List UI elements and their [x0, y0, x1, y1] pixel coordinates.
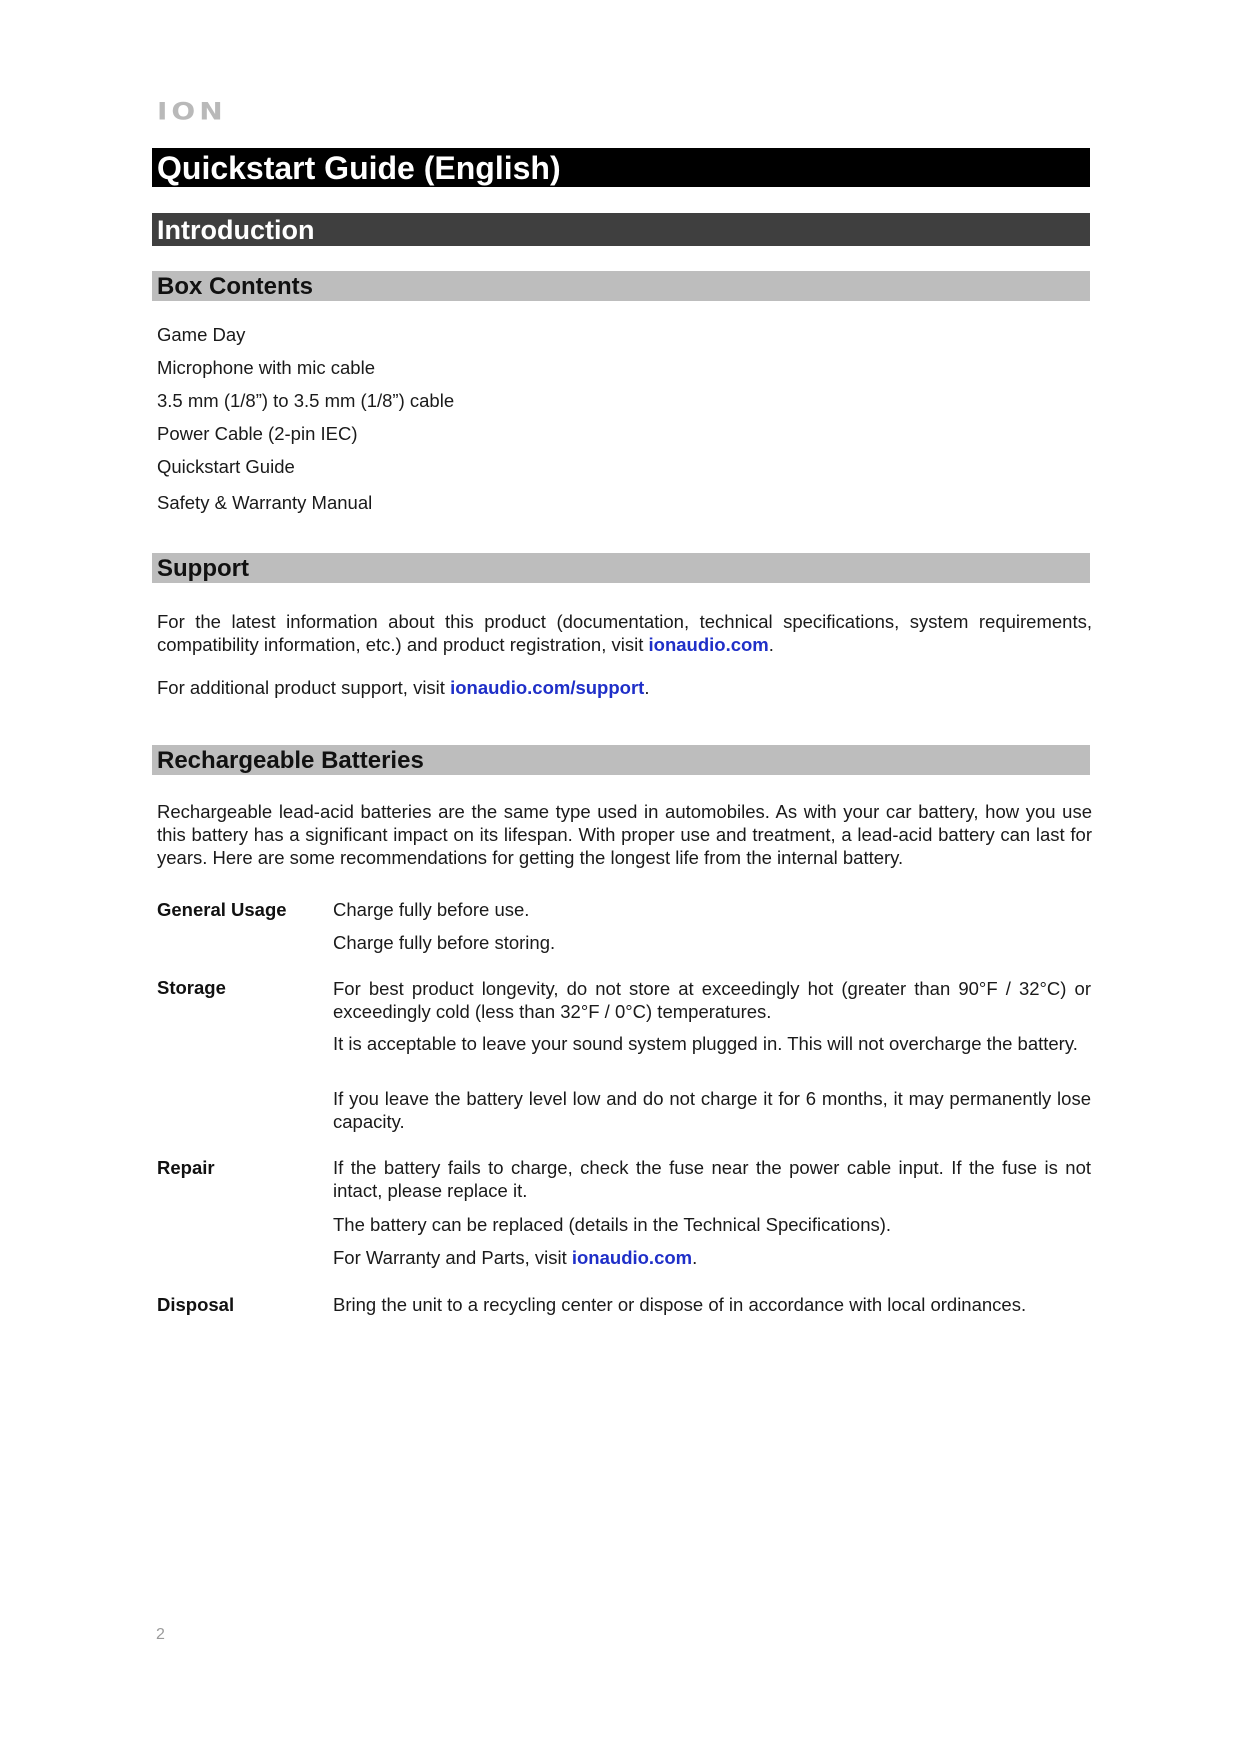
- ion-logo-text: ION: [157, 97, 227, 126]
- subheading-box-contents: Box Contents: [152, 271, 1090, 301]
- support-text-2: For additional product support, visit: [157, 677, 451, 698]
- list-item: Microphone with mic cable: [157, 357, 375, 378]
- section-heading-introduction: Introduction: [152, 213, 1090, 246]
- batteries-intro-paragraph: Rechargeable lead-acid batteries are the same type used in automobiles. As with your car battery, how you use this battery has a significant impact on its lifespan. With proper use and treatment, a lead-acid battery can last for years. Here are some recommendations for getting the longest life from the internal battery.: [157, 801, 1092, 868]
- storage-line-1: For best product longevity, do not store at exceedingly hot (greater than 90°F / 32°C) or exceedingly cold (less than 32°F / 0°C) temperatures.: [333, 978, 1091, 1022]
- list-item: 3.5 mm (1/8”) to 3.5 mm (1/8”) cable: [157, 390, 455, 411]
- general-usage-line-1: Charge fully before use.: [333, 899, 530, 920]
- label-disposal: Disposal: [157, 1294, 235, 1315]
- label-general-usage: General Usage: [157, 899, 287, 920]
- support-paragraph-2: [157, 676, 1092, 699]
- subheading-rechargeable-batteries: Rechargeable Batteries: [152, 745, 1090, 775]
- list-item: Quickstart Guide: [157, 456, 295, 477]
- period: .: [692, 1247, 698, 1268]
- page-number: 2: [156, 1626, 165, 1643]
- repair-line-3: [333, 1246, 1091, 1269]
- list-item: Game Day: [157, 324, 246, 345]
- storage-line-2: It is acceptable to leave your sound system plugged in. This will not overcharge the battery.: [333, 1033, 1078, 1054]
- repair-text-3: For Warranty and Parts, visit: [333, 1247, 572, 1268]
- label-storage: Storage: [157, 977, 226, 998]
- list-item: Power Cable (2-pin IEC): [157, 423, 358, 444]
- page-title: Quickstart Guide (English): [152, 148, 1090, 187]
- period: .: [768, 634, 774, 655]
- repair-line-2: The battery can be replaced (details in the Technical Specifications).: [333, 1214, 892, 1235]
- repair-line-1: If the battery fails to charge, check the fuse near the power cable input. If the fuse is not intact, please replace it.: [333, 1157, 1091, 1201]
- label-repair: Repair: [157, 1157, 215, 1178]
- period: .: [644, 677, 650, 698]
- support-paragraph-1: [157, 610, 1092, 656]
- subheading-support: Support: [152, 553, 1090, 583]
- list-item: Safety & Warranty Manual: [157, 492, 373, 513]
- storage-line-3: If you leave the battery level low and do not charge it for 6 months, it may permanently lose capacity.: [333, 1088, 1091, 1132]
- ionaudio-link[interactable]: ionaudio.com: [648, 634, 769, 655]
- ionaudio-link[interactable]: ionaudio.com: [571, 1247, 693, 1268]
- ionaudio-support-link[interactable]: ionaudio.com/support: [450, 677, 645, 698]
- support-text-1: For the latest information about this product (documentation, technical specifications, system requirements, compatibility information, etc.) and product registration, visit: [157, 611, 1092, 655]
- disposal-line-1: Bring the unit to a recycling center or dispose of in accordance with local ordinances.: [333, 1294, 1027, 1315]
- general-usage-line-2: Charge fully before storing.: [333, 932, 556, 953]
- ion-logo: [157, 97, 227, 126]
